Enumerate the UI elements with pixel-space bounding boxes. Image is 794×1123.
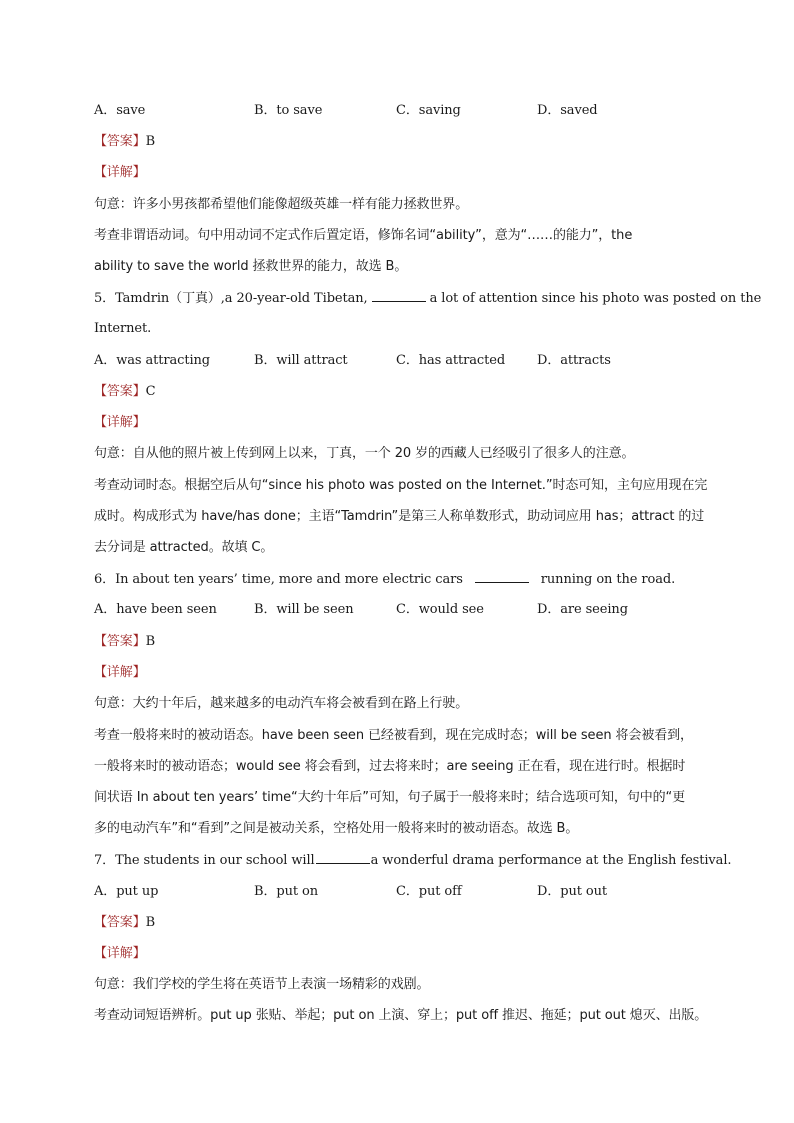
q7-stem <box>94 851 732 870</box>
q7-detail-line: 考查动词短语辨析。put up 张贴、举起；put on 上演、穿上；put off 推迟、拖延；put out 熄灭、出版。 <box>94 1008 708 1023</box>
answer-label: 【答案】 <box>94 634 146 649</box>
q5-stem-line2: Internet. <box>94 321 152 336</box>
q5-detail-heading <box>94 414 714 432</box>
q5-option-c: C．has attracted <box>396 353 506 368</box>
q6-detail-line: 考查一般将来时的被动语态。have been seen 已经被看到，现在完成时态；will be seen 将会被看到， <box>94 728 693 743</box>
answer-label: 【答案】 <box>94 915 146 930</box>
detail-label: 【详解】 <box>94 165 146 180</box>
q7-option-a: A．put up <box>94 884 159 899</box>
q7-answer <box>94 914 714 932</box>
q4-answer <box>94 133 714 151</box>
q6-answer <box>94 633 714 651</box>
q7-stem-before: 7．The students in our school will <box>94 853 315 868</box>
q7-option-d: D．put out <box>537 884 607 899</box>
answer-label: 【答案】 <box>94 384 146 399</box>
q6-option-c: C．would see <box>396 602 484 617</box>
q6-detail-line: 一般将来时的被动语态；would see 将会看到，过去将来时；are seeing 正在看，现在进行时。根据时 <box>94 759 686 774</box>
q4-option-b: B．to save <box>254 103 323 118</box>
q6-blank <box>475 570 529 583</box>
q6-stem-before: 6．In about ten years’ time, more and more electric cars <box>94 572 463 587</box>
answer-value: B <box>145 915 156 930</box>
q7-stem-after: a wonderful drama performance at the English festival. <box>370 853 732 868</box>
q6-stem-after: running on the road. <box>540 572 676 587</box>
q4-option-c: C．saving <box>396 103 461 118</box>
q4-detail-line: ability to save the world 拯救世界的能力，故选 B。 <box>94 259 408 274</box>
answer-value: B <box>145 634 156 649</box>
q4-detail-line: 考查非谓语动词。句中用动词不定式作后置定语，修饰名词“ability”，意为“……的能力”，the <box>94 228 633 243</box>
q5-detail-line: 考查动词时态。根据空后从句“since his photo was posted on the Internet.”时态可知，主句应用现在完 <box>94 478 708 493</box>
q4-option-a: A．save <box>94 103 146 118</box>
q4-detail-line: 句意：许多小男孩都希望他们能像超级英雄一样有能力拯救世界。 <box>94 197 469 212</box>
q5-option-a: A．was attracting <box>94 353 210 368</box>
q5-blank <box>372 289 426 302</box>
q5-stem-after: a lot of attention since his photo was posted on the <box>429 291 762 306</box>
q5-option-d: D．attracts <box>537 353 611 368</box>
q5-stem-before: 5．Tamdrin（丁真）,a 20-year-old Tibetan, <box>94 291 368 306</box>
q5-option-b: B．will attract <box>254 353 348 368</box>
q4-option-d: D．saved <box>537 103 598 118</box>
answer-value: B <box>145 134 156 149</box>
q4-detail-heading <box>94 164 714 182</box>
q5-detail-line: 成时。构成形式为 have/has done；主语“Tamdrin”是第三人称单数形式，助动词应用 has；attract 的过 <box>94 509 705 524</box>
q6-option-a: A．have been seen <box>94 602 217 617</box>
answer-value: C <box>145 384 156 399</box>
q5-detail-line: 去分词是 attracted。故填 C。 <box>94 540 274 555</box>
q6-detail-line: 多的电动汽车”和“看到”之间是被动关系，空格处用一般将来时的被动语态。故选 B。 <box>94 821 579 836</box>
q7-detail-heading <box>94 945 714 963</box>
q6-option-d: D．are seeing <box>537 602 628 617</box>
q5-stem <box>94 289 762 308</box>
q6-stem <box>94 570 714 589</box>
q6-detail-line: 句意：大约十年后，越来越多的电动汽车将会被看到在路上行驶。 <box>94 696 469 711</box>
q7-option-c: C．put off <box>396 884 462 899</box>
q5-detail-line: 句意：自从他的照片被上传到网上以来，丁真，一个 20 岁的西藏人已经吸引了很多人的注意。 <box>94 446 635 461</box>
detail-label: 【详解】 <box>94 665 146 680</box>
q6-detail-line: 间状语 In about ten years’ time“大约十年后”可知，句子属于一般将来时；结合选项可知，句中的“更 <box>94 790 686 805</box>
q6-detail-heading <box>94 664 714 682</box>
answer-label: 【答案】 <box>94 134 146 149</box>
q7-option-b: B．put on <box>254 884 319 899</box>
q6-option-b: B．will be seen <box>254 602 354 617</box>
detail-label: 【详解】 <box>94 415 146 430</box>
q7-blank <box>316 851 370 864</box>
q5-answer <box>94 383 714 401</box>
q7-detail-line: 句意：我们学校的学生将在英语节上表演一场精彩的戏剧。 <box>94 977 430 992</box>
detail-label: 【详解】 <box>94 946 146 961</box>
